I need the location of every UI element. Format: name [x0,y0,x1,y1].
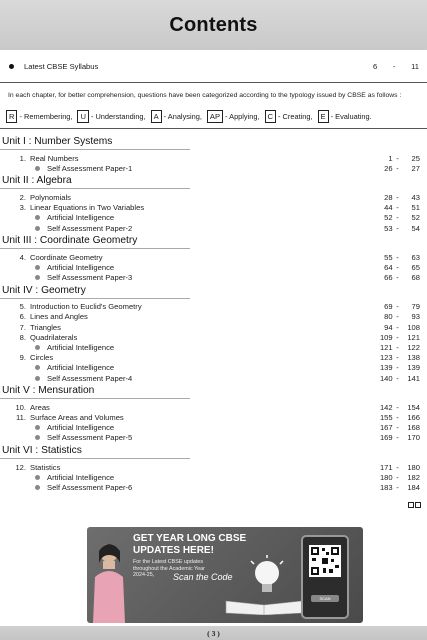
entry-title: Artificial Intelligence [47,363,115,373]
bullet-icon [35,265,40,270]
chapter-number: 9. [19,353,26,363]
intro-text: In each chapter, for better comprehension, questions have been categorized according to the typology issued by CBSE as follows : [8,92,402,99]
page-dash: - [396,273,399,283]
page-number: ( 3 ) [207,628,220,638]
sub-entry-row[interactable] [0,262,427,272]
unit-heading: Unit V : Mensuration [2,385,95,397]
legend-item [6,110,72,123]
chapter-row[interactable] [0,322,427,332]
page-range [375,353,427,362]
legend-item [77,110,145,123]
chapter-number: 4. [19,252,26,262]
legend-item [265,110,313,123]
legend-code-box: C [265,110,276,123]
entry-title: Artificial Intelligence [47,343,115,353]
page-range [375,433,427,442]
page-dash: - [396,153,399,163]
entry-title: Self Assessment Paper-6 [47,482,133,492]
chapter-number: 2. [19,192,26,202]
sub-entry-row[interactable] [0,433,427,443]
page-range [375,312,427,321]
unit-heading: Unit VI : Statistics [2,444,82,456]
footer-band [0,626,427,640]
entry-title: Real Numbers [30,153,79,163]
page-range [375,273,427,282]
page-start: 140 [379,373,393,383]
page-end: 25 [411,153,420,163]
legend-code-box: E [318,110,329,123]
page-end: 65 [411,262,420,272]
unit-divider [0,458,190,459]
page-start: 26 [384,163,393,173]
page-range [375,263,427,272]
bullet-icon [35,345,40,350]
page-dash: - [396,462,399,472]
page-start: 123 [379,353,393,363]
page-dash: - [396,302,399,312]
bullet-icon [35,365,40,370]
banner-subtext: For the Latest CBSE updates throughout the Academic Year 2024-25, [133,559,205,578]
promo-banner[interactable] [87,527,363,623]
page-dash: - [396,192,399,202]
page-start: 80 [384,312,393,322]
page-start: 183 [379,482,393,492]
page-end: 11 [411,61,419,71]
chapter-number: 5. [19,302,26,312]
phone-qr-icon[interactable] [301,535,349,619]
page-start: 167 [379,423,393,433]
chapter-number: 7. [19,322,26,332]
entry-title: Artificial Intelligence [47,423,115,433]
syllabus-entry[interactable] [8,59,419,73]
entry-title: Polynomials [30,192,71,202]
sub-entry-row[interactable] [0,472,427,482]
page-end: 108 [407,322,420,332]
page-range [375,224,427,233]
page-end: 184 [407,482,420,492]
page-end: 52 [411,213,420,223]
page-end: 79 [411,302,420,312]
page-dash: - [396,353,399,363]
chapter-row[interactable] [0,153,427,163]
chapter-number: 3. [19,203,26,213]
page-start: 44 [384,203,393,213]
page-end: 166 [407,412,420,422]
page-dash: - [396,343,399,353]
page-dash: - [396,223,399,233]
chapter-row[interactable] [0,312,427,322]
entry-title: Self Assessment Paper-2 [47,223,133,233]
header-band [0,0,427,50]
page-dash: - [396,472,399,482]
page-range [375,333,427,342]
bullet-icon [9,64,14,69]
legend-code-box: U [77,110,88,123]
page-end: 68 [411,273,420,283]
unit-heading: Unit III : Coordinate Geometry [2,235,138,247]
chapter-number: 11. [16,412,26,422]
page-start: 142 [379,402,393,412]
chapter-row[interactable] [0,462,427,472]
chapter-row[interactable] [0,402,427,412]
page-start: 139 [379,363,393,373]
page-end: 27 [411,163,420,173]
page-start: 109 [379,332,393,342]
bullet-icon [35,215,40,220]
page-end: 182 [407,472,420,482]
bullet-icon [35,166,40,171]
page-range [375,164,427,173]
legend-code-box: A [151,110,162,123]
page-dash: - [396,312,399,322]
page-range [375,463,427,472]
page-end: 168 [407,423,420,433]
banner-headline-line2: UPDATES HERE! [133,545,214,556]
entry-title: Artificial Intelligence [47,262,115,272]
chapter-row[interactable] [0,192,427,202]
legend-label: - Understanding, [90,112,146,121]
scan-button[interactable]: SCAN [311,595,339,602]
page-dash: - [396,163,399,173]
page-end: 154 [407,402,420,412]
page-dash: - [396,262,399,272]
page-range [375,374,427,383]
page-range [375,323,427,332]
chapter-row[interactable] [0,302,427,312]
bullet-icon [35,275,40,280]
page-start: 94 [384,322,393,332]
open-book-icon [224,595,304,615]
unit-heading: Unit IV : Geometry [2,284,86,296]
page-end: 93 [411,312,420,322]
qr-code-icon[interactable] [309,545,341,577]
bullet-icon [35,226,40,231]
chapter-row[interactable] [0,353,427,363]
entry-title: Surface Areas and Volumes [30,412,124,422]
sub-entry-row[interactable] [0,213,427,223]
page-range [375,403,427,412]
unit-heading: Unit II : Algebra [2,175,72,187]
chapter-row[interactable] [0,332,427,342]
page-range [375,473,427,482]
divider [0,128,427,129]
page-dash: - [396,252,399,262]
page-start: 52 [384,213,393,223]
syllabus-label: Latest CBSE Syllabus [24,61,99,71]
page-range [375,193,427,202]
page-start: 53 [384,223,393,233]
entry-title: Coordinate Geometry [30,252,103,262]
page-end: 138 [407,353,420,363]
page-dash: - [396,402,399,412]
page-dash: - [396,322,399,332]
page-end: 180 [407,462,420,472]
entry-title: Self Assessment Paper-4 [47,373,133,383]
unit-divider [0,298,190,299]
chapter-number: 10. [15,402,26,412]
typology-legend [6,110,423,123]
legend-label: - Analysing, [163,112,202,121]
scan-the-code-text: Scan the Code [173,572,233,582]
page-start: 169 [379,433,393,443]
chapter-number: 12. [15,462,26,472]
chapter-row[interactable] [0,412,427,422]
legend-label: - Applying, [225,112,260,121]
banner-headline-line1: GET YEAR LONG CBSE [133,533,247,544]
entry-title: Self Assessment Paper-3 [47,273,133,283]
entry-title: Self Assessment Paper-1 [47,163,133,173]
entry-title: Triangles [30,322,61,332]
page-dash: - [392,61,396,71]
page-range [375,413,427,422]
page-dash: - [396,433,399,443]
page-range [375,302,427,311]
page-end: 122 [407,343,420,353]
chapter-number: 8. [19,332,26,342]
page-range [375,203,427,212]
entry-title: Artificial Intelligence [47,472,115,482]
page-dash: - [396,363,399,373]
unit-heading: Unit I : Number Systems [2,136,113,147]
page-start: 180 [379,472,393,482]
page-range [375,343,427,352]
entry-title: Artificial Intelligence [47,213,115,223]
page-range [375,423,427,432]
page-start: 171 [379,462,393,472]
legend-code-box: R [6,110,17,123]
bullet-icon [35,376,40,381]
legend-label: - Creating, [278,112,313,121]
entry-title: Linear Equations in Two Variables [30,203,145,213]
chapter-row[interactable] [0,203,427,213]
page-start: 121 [379,343,393,353]
legend-code-box: AP [207,110,223,123]
entry-title: Statistics [30,462,61,472]
page-end: 51 [411,203,420,213]
sub-entry-row[interactable] [0,223,427,233]
page-start: 64 [384,262,393,272]
unit-divider [0,149,190,150]
entry-title: Circles [30,353,54,363]
legend-item [151,110,202,123]
bullet-icon [35,435,40,440]
page-range [375,483,427,492]
syllabus-pages [373,62,419,71]
page-end: 121 [407,332,420,342]
page-dash: - [396,332,399,342]
sub-entry-row[interactable] [0,423,427,433]
page-dash: - [396,373,399,383]
page-start: 6 [373,61,378,71]
page-end: 139 [407,363,420,373]
page-start: 55 [384,252,393,262]
page-end: 63 [411,252,420,262]
page-dash: - [396,213,399,223]
unit-divider [0,188,190,189]
page-range [375,213,427,222]
banner-headline [133,533,246,557]
page-start: 28 [384,192,393,202]
double-square-icon [408,502,421,508]
entry-title: Lines and Angles [30,312,88,322]
sub-entry-row[interactable] [0,373,427,383]
page-range [375,363,427,372]
page-start: 69 [384,302,393,312]
page-title: Contents [169,13,258,36]
girl-illustration-icon [89,537,129,623]
page-dash: - [396,482,399,492]
sub-entry-row[interactable] [0,163,427,173]
page-start: 155 [379,412,393,422]
unit-divider [0,398,190,399]
legend-item [318,110,372,123]
legend-label: - Evaluating. [330,112,372,121]
page-dash: - [396,412,399,422]
unit-divider [0,248,190,249]
page-dash: - [396,203,399,213]
page-range [375,154,427,163]
entry-title: Introduction to Euclid's Geometry [30,302,142,312]
page-start: 1 [388,153,393,163]
sub-entry-row[interactable] [0,342,427,352]
entry-title: Quadrilaterals [30,332,78,342]
entry-title: Areas [30,402,50,412]
entry-title: Self Assessment Paper-5 [47,433,133,443]
bullet-icon [35,485,40,490]
bullet-icon [35,425,40,430]
page-end: 54 [411,223,420,233]
page-end: 141 [407,373,420,383]
page-range [375,253,427,262]
page-dash: - [396,423,399,433]
legend-label: - Remembering, [19,112,73,121]
page-end: 170 [407,433,420,443]
page-start: 66 [384,273,393,283]
chapter-number: 1. [19,153,26,163]
chapter-number: 6. [19,312,26,322]
chapter-row[interactable] [0,252,427,262]
sub-entry-row[interactable] [0,273,427,283]
sub-entry-row[interactable] [0,363,427,373]
page-end: 43 [411,192,420,202]
contents-list [0,134,427,493]
sub-entry-row[interactable] [0,482,427,492]
bullet-icon [35,475,40,480]
legend-item [207,110,260,123]
divider [0,82,427,83]
